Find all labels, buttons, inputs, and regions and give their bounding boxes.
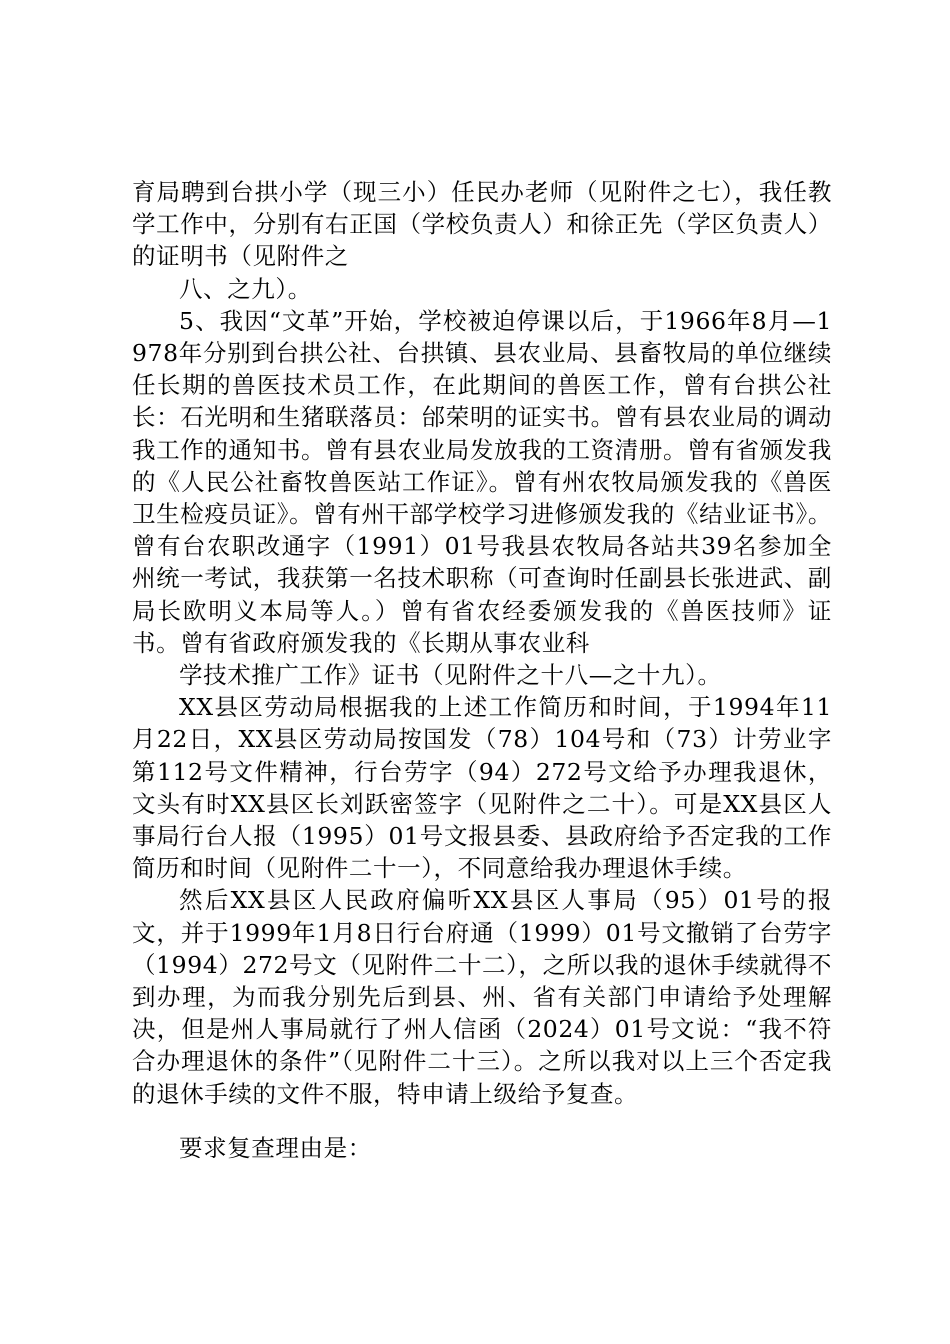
paragraph-spacer [132,1110,832,1132]
paragraph-item-5-end: 学技术推广工作》证书（见附件之十八—之十九）。 [179,661,722,690]
paragraph-government-revocation: 然后XX县区人民政府偏听XX县区人事局（95）01号的报文，并于1999年1月8日行台府通（1999）01号文撤销了台劳字（1994）272号文（见附件二十二），之所以我的退休手续就得不到办理，为而我分别先后到县、州、省有关部门申请给予处理解决，但是州人事局就行了州人信函（2024）01号文说：“我不符合办理退休的条件”（见附件二十三）。之所以我对以上三个否定我的退休手续的文件不服，特申请上级给予复查。 [132,886,832,1108]
document-body [132,176,832,1164]
paragraph-labor-bureau: XX县区劳动局根据我的上述工作简历和时间，于1994年11月22日，XX县区劳动局按国发（78）104号和（73）计劳业字第112号文件精神，行台劳字（94）272号文给予办理我退休，文头有时XX县区长刘跃密签字（见附件之二十）。可是XX县区人事局行台人报（1995）01号文报县委、县政府给予否定我的工作简历和时间（见附件二十一），不同意给我办理退休手续。 [132,693,832,883]
paragraph-review-reasons-heading: 要求复查理由是： [179,1133,372,1162]
paragraph-item-5: 5、我因“文革”开始，学校被迫停课以后，于1966年8月—1978年分别到台拱公社、台拱镇、县农业局、县畜牧局的单位继续任长期的兽医技术员工作，在此期间的兽医工作，曾有台拱公社长：石光明和生猪联落员：邰荣明的证实书。曾有县农业局的调动我工作的通知书。曾有县农业局发放我的工资清册。曾有省颁发我的《人民公社畜牧兽医站工作证》。曾有州农牧局颁发我的《兽医卫生检疫员证》。曾有州干部学校学习进修颁发我的《结业证书》。曾有台农职改通字（1991）01号我县农牧局各站共39名参加全州统一考试，我获第一名技术职称（可查询时任副县长张进武、副局长欧明义本局等人。）曾有省农经委颁发我的《兽医技师》证书。曾有省政府颁发我的《长期从事农业科 [132,306,832,657]
paragraph-continuation: 育局聘到台拱小学（现三小）任民办老师（见附件之七），我任教学工作中，分别有右正国（学校负责人）和徐正先（学区负责人）的证明书（见附件之 [132,178,832,271]
paragraph-continuation-end: 八、之九）。 [179,274,312,303]
